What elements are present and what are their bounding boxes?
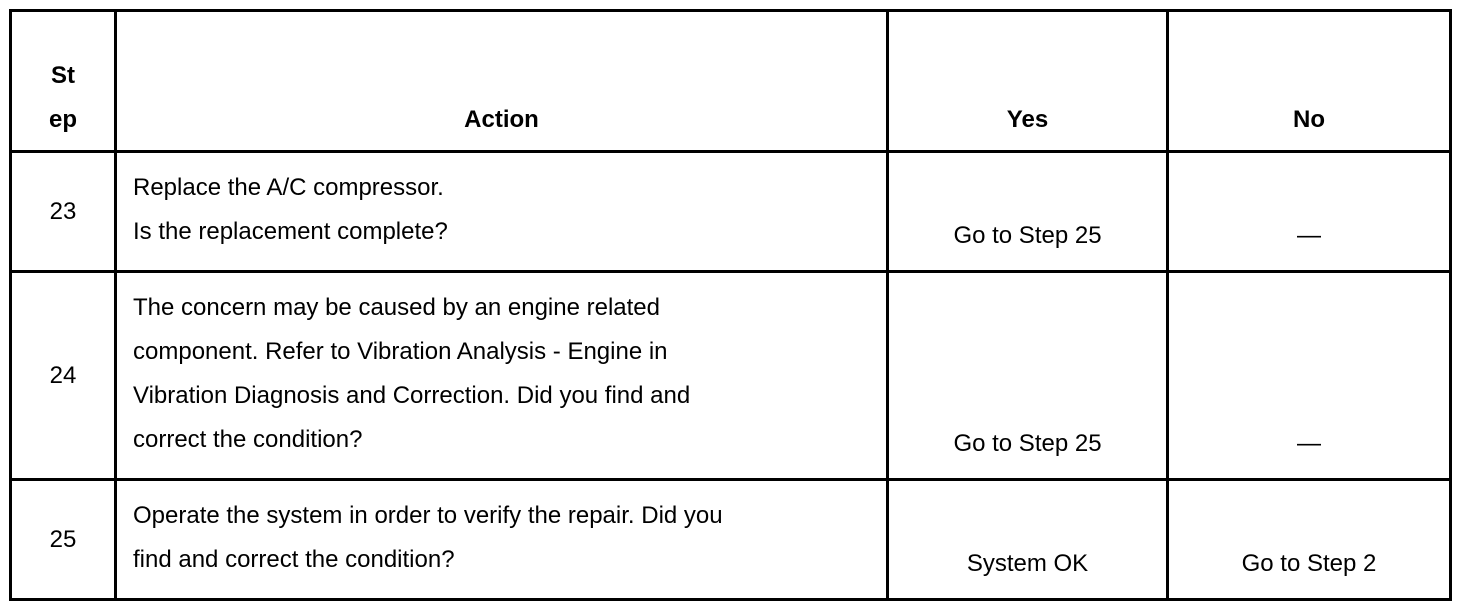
- action-line: Is the replacement complete?: [133, 218, 448, 245]
- action-line: Vibration Diagnosis and Correction. Did you find and: [133, 382, 691, 409]
- step-number: 25: [11, 480, 116, 600]
- header-row: [11, 11, 1451, 152]
- table-row: [11, 480, 1451, 600]
- diagnostic-table: [9, 9, 1452, 601]
- header-step: [11, 11, 116, 152]
- step-number: 24: [11, 272, 116, 480]
- action-line: find and correct the condition?: [133, 546, 455, 573]
- action-cell: [116, 480, 888, 600]
- action-cell: [116, 152, 888, 272]
- header-yes: Yes: [888, 11, 1168, 152]
- header-step-line2: ep: [48, 106, 77, 133]
- no-cell: —: [1168, 272, 1451, 480]
- header-step-line1: St: [51, 62, 75, 89]
- action-line: The concern may be caused by an engine related: [133, 294, 661, 321]
- action-line: correct the condition?: [133, 426, 363, 453]
- table-row: [11, 152, 1451, 272]
- action-cell: [116, 272, 888, 480]
- no-cell: Go to Step 2: [1168, 480, 1451, 600]
- action-line: component. Refer to Vibration Analysis - Engine in: [133, 338, 668, 365]
- header-no: No: [1168, 11, 1451, 152]
- yes-cell: Go to Step 25: [888, 152, 1168, 272]
- action-line: Operate the system in order to verify the repair. Did you: [133, 502, 723, 529]
- no-cell: —: [1168, 152, 1451, 272]
- step-number: 23: [11, 152, 116, 272]
- header-action: Action: [116, 11, 888, 152]
- yes-cell: System OK: [888, 480, 1168, 600]
- table-row: [11, 272, 1451, 480]
- yes-cell: Go to Step 25: [888, 272, 1168, 480]
- action-line: Replace the A/C compressor.: [133, 174, 444, 201]
